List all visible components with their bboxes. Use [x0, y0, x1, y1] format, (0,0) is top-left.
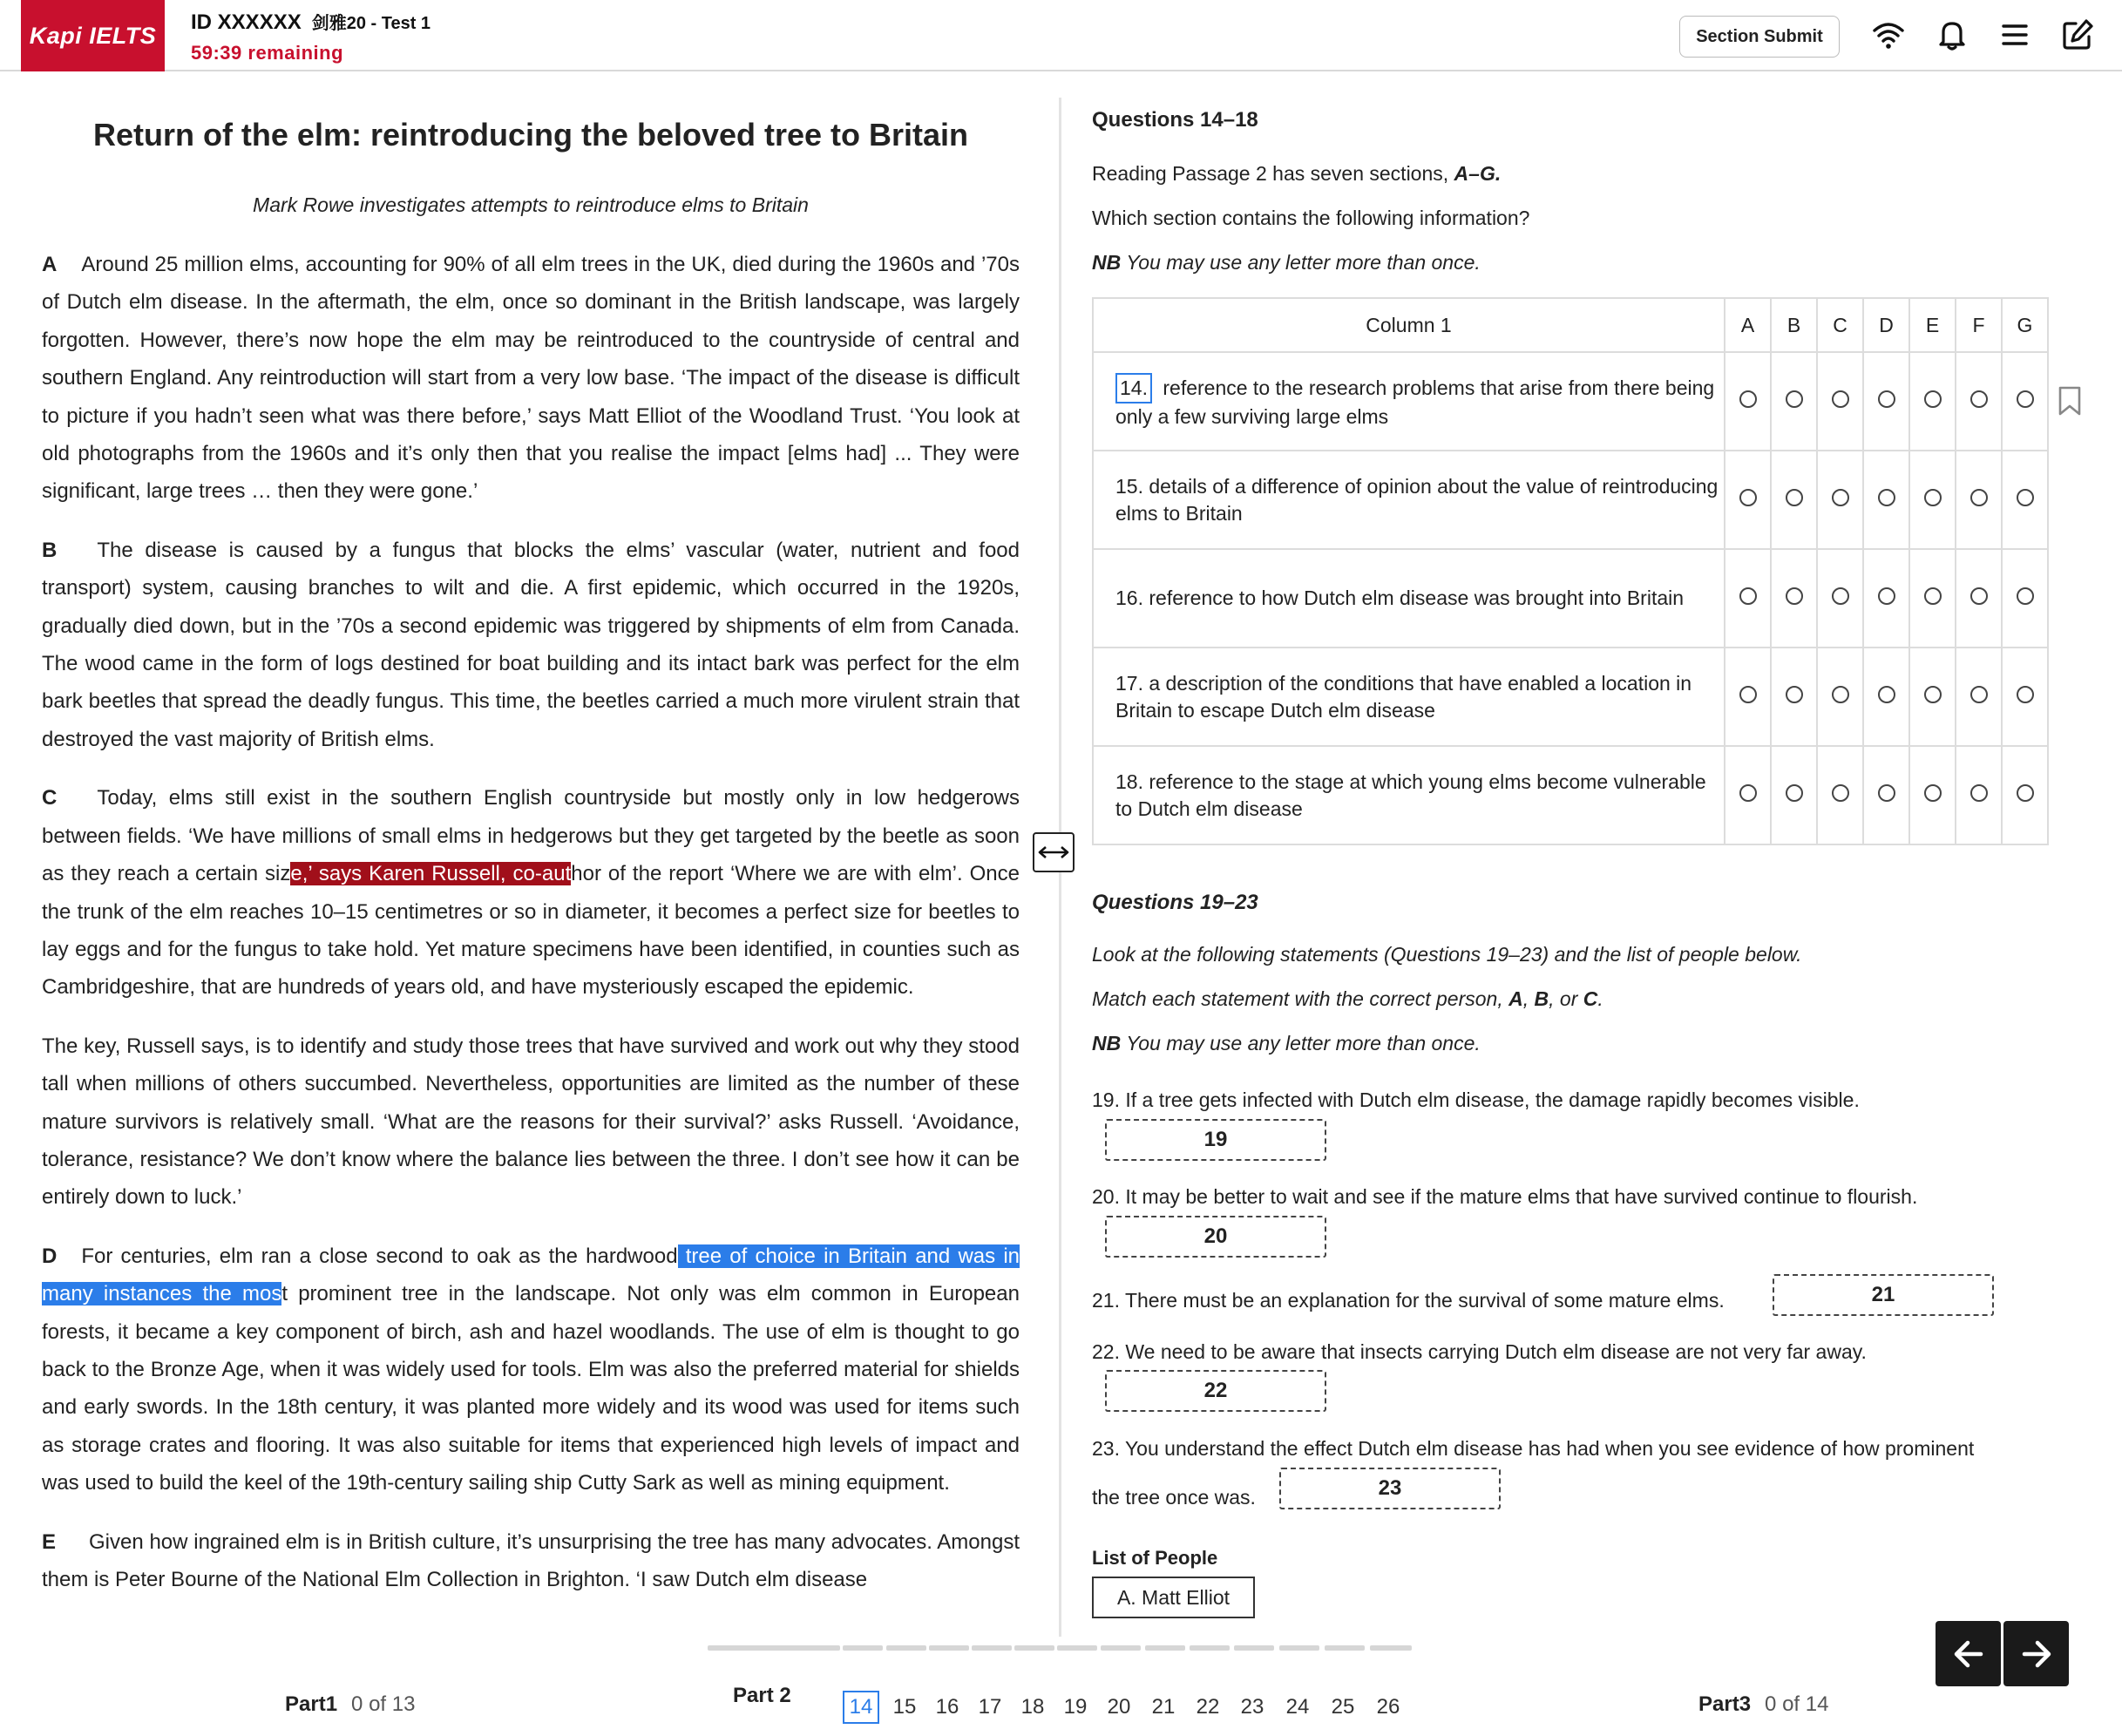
radio-button[interactable] [1970, 784, 1988, 802]
radio-cell[interactable] [1863, 746, 1909, 844]
radio-cell[interactable] [1817, 746, 1863, 844]
question-text: a description of the conditions that have enabled a location in Britain to escape Dutch elm disease [1115, 671, 1692, 722]
highlight-blue[interactable]: tree of choice in Britain and was in many instances the mos [42, 1244, 1020, 1306]
radio-button[interactable] [2017, 784, 2034, 802]
nb-note [1092, 1032, 1481, 1055]
radio-cell[interactable] [1956, 648, 2002, 746]
part-2-label[interactable] [733, 1684, 805, 1708]
statement-23-cont: the tree once was. [1092, 1486, 1256, 1509]
part-3-nav[interactable] [1698, 1692, 1828, 1717]
instruction-letter: C [1583, 987, 1598, 1010]
radio-cell[interactable] [1725, 746, 1771, 844]
question-link-23[interactable]: 23 [1240, 1695, 1264, 1719]
matching-table [1092, 297, 2049, 845]
radio-button[interactable] [1878, 390, 1895, 408]
question-number: 17. [1115, 671, 1143, 695]
question-number: 16. [1115, 587, 1143, 609]
statement-21: 21. There must be an explanation for the survival of some mature elms. [1092, 1289, 1725, 1312]
question-link-20[interactable]: 20 [1107, 1695, 1131, 1719]
radio-cell[interactable] [2002, 746, 2048, 844]
question-cell [1093, 549, 1725, 648]
passage-subtitle: Mark Rowe investigates attempts to reintroduce elms to Britain [253, 193, 809, 216]
instruction-text: Match each statement with the correct person, [1092, 987, 1509, 1010]
paragraph-text: Given how ingrained elm is in British culture, it’s unsurprising the tree has many advocates. Amongst them is Peter Bourne of the National Elm Collection in Brighton. ‘I saw Dutch elm disease [42, 1529, 1020, 1591]
question-text: reference to how Dutch elm disease was brought into Britain [1149, 587, 1685, 609]
column-1-header: Column 1 [1093, 298, 1725, 352]
radio-cell[interactable] [1863, 549, 1909, 648]
radio-cell[interactable] [2002, 549, 2048, 648]
nb-label: NB [1092, 1032, 1122, 1054]
question-cell [1093, 746, 1725, 844]
questions-19-23-heading: Questions 19–23 [1092, 891, 1258, 914]
statement-23: 23. You understand the effect Dutch elm disease has had when you see evidence of how prominent [1092, 1437, 1975, 1460]
question-link-14[interactable]: 14 [843, 1691, 879, 1724]
radio-button[interactable] [1878, 587, 1895, 605]
radio-button[interactable] [1786, 686, 1803, 703]
nb-label: NB [1092, 251, 1122, 274]
instruction-letter: A [1508, 987, 1523, 1010]
instruction-text: . [1597, 987, 1603, 1010]
question-link-19[interactable]: 19 [1063, 1695, 1088, 1719]
radio-cell[interactable] [1771, 352, 1817, 451]
radio-button[interactable] [1832, 784, 1849, 802]
question-text: reference to the stage at which young elms become vulnerable to Dutch elm disease [1115, 770, 1706, 820]
radio-button[interactable] [1739, 686, 1757, 703]
radio-cell[interactable] [1817, 451, 1863, 549]
instruction-text: , [1522, 987, 1535, 1010]
radio-button[interactable] [1878, 489, 1895, 506]
radio-button[interactable] [1832, 587, 1849, 605]
radio-cell[interactable] [1909, 549, 1956, 648]
question-number: 15. [1115, 474, 1143, 498]
progress-segment [1190, 1645, 1230, 1651]
time-remaining: 59:39 remaining [191, 42, 344, 64]
radio-button[interactable] [1970, 686, 1988, 703]
instruction-letter: B [1534, 987, 1549, 1010]
progress-segment [972, 1645, 1012, 1651]
paragraph-d [42, 1238, 1020, 1502]
progress-segment [1057, 1645, 1097, 1651]
instruction-text: Reading Passage 2 has seven sections, [1092, 162, 1454, 185]
questions-panel[interactable] [1092, 71, 2094, 1640]
radio-cell[interactable] [1725, 451, 1771, 549]
question-navigation-bar [0, 1640, 2122, 1736]
progress-segment [708, 1645, 840, 1651]
answer-box-21[interactable]: 21 [1773, 1274, 1994, 1316]
radio-button[interactable] [1924, 784, 1942, 802]
paragraph-letter: C [42, 786, 58, 810]
progress-segment [1145, 1645, 1185, 1651]
paragraph-letter: E [42, 1529, 57, 1554]
letter-header: C [1817, 298, 1863, 352]
radio-cell[interactable] [1725, 352, 1771, 451]
nb-text: You may use any letter more than once. [1121, 1032, 1481, 1054]
radio-cell[interactable] [2002, 648, 2048, 746]
wifi-icon[interactable] [1871, 17, 1906, 52]
radio-cell[interactable] [1725, 648, 1771, 746]
resize-handle-icon[interactable] [1033, 832, 1075, 872]
radio-button[interactable] [1924, 390, 1942, 408]
question-link-16[interactable]: 16 [935, 1695, 959, 1719]
question-cell [1093, 352, 1725, 451]
question-link-24[interactable]: 24 [1285, 1695, 1310, 1719]
nb-text: You may use any letter more than once. [1121, 251, 1481, 274]
candidate-info [191, 9, 431, 35]
radio-button[interactable] [1832, 390, 1849, 408]
paragraph-text: t prominent tree in the landscape. Not only was elm common in European forests, it became a key component of birch, ash and hazel woodlands. The use of elm is thought to go back to the Bronze Age, when it was widely used for tools. Elm was also the preferred material for shields and early swords. In the 18th century, it was planted more widely and its wood was used for items such as storage crates and flooring. It was also suitable for items that experienced high levels of impact and was used to build the keel of the 19th-century sailing ship Cutty Sark as well as mining equipment. [42, 1282, 1020, 1495]
question-link-21[interactable]: 21 [1151, 1695, 1176, 1719]
radio-cell[interactable] [1771, 648, 1817, 746]
statement-22: 22. We need to be aware that insects carrying Dutch elm disease are not very far away. [1092, 1340, 1867, 1363]
radio-button[interactable] [1924, 587, 1942, 605]
paragraph-text: For centuries, elm ran a close second to oak as the hardwood [81, 1244, 678, 1268]
radio-cell[interactable] [1817, 648, 1863, 746]
radio-button[interactable] [1970, 587, 1988, 605]
radio-cell[interactable] [1909, 648, 1956, 746]
list-of-people-label: List of People [1092, 1547, 1218, 1569]
radio-cell[interactable] [1771, 549, 1817, 648]
paragraph-text: Around 25 million elms, accounting for 90% of all elm trees in the UK, died during the 1960s and ’70s of Dutch elm disease. In the aftermath, the elm, once so dominant in the British landscape, was largely forgotten. However, there’s now hope the elm may be reintroduced to the countryside of central and southern England. Any reintroduction will start from a very low base. ‘The impact of the disease is difficult to picture if you hadn’t seen what was there before,’ says Matt Elliot of the Woodland Trust. ‘You look at old photographs from the 1960s and it’s only then that you realise the impact [elms had] ... They were significant, large trees … then they were gone.’ [42, 253, 1020, 504]
radio-cell[interactable] [1863, 451, 1909, 549]
radio-cell[interactable] [1817, 352, 1863, 451]
radio-button[interactable] [1739, 489, 1757, 506]
progress-segment [1234, 1645, 1274, 1651]
passage-title: Return of the elm: reintroducing the beloved tree to Britain [92, 117, 969, 153]
questions-14-18-heading: Questions 14–18 [1092, 108, 1258, 132]
table-row [1093, 648, 2048, 746]
instruction-match [1092, 987, 1603, 1011]
part-label: Part3 [1698, 1692, 1752, 1716]
radio-button[interactable] [1786, 489, 1803, 506]
radio-cell[interactable] [1817, 549, 1863, 648]
radio-cell[interactable] [1956, 746, 2002, 844]
question-link-25[interactable]: 25 [1331, 1695, 1355, 1719]
paragraph-letter: A [42, 253, 58, 276]
radio-cell[interactable] [2002, 451, 2048, 549]
radio-cell[interactable] [1725, 549, 1771, 648]
radio-cell[interactable] [1909, 451, 1956, 549]
section-submit-button[interactable]: Section Submit [1679, 16, 1840, 58]
progress-segment [886, 1645, 926, 1651]
paragraph-text: The disease is caused by a fungus that blocks the elms’ vascular (water, nutrient and food transport) system, causing branches to wilt and die. A first epidemic, which occurred in the 1920s, gradually died down, but in the ’70s a second epidemic was triggered by shipments of elm from Canada. The wood came in the form of logs destined for boat building and its intact bark was perfect for the elm bark beetles that spread the deadly fungus. This time, the beetles carried a much more virulent strain that destroyed the vast majority of British elms. [42, 538, 1020, 751]
question-cell [1093, 648, 1725, 746]
paragraph-b [42, 532, 1020, 758]
top-bar [0, 0, 2122, 71]
radio-button[interactable] [1739, 587, 1757, 605]
question-link-18[interactable]: 18 [1020, 1695, 1045, 1719]
radio-cell[interactable] [1863, 352, 1909, 451]
radio-cell[interactable] [1956, 352, 2002, 451]
passage-body [42, 246, 1020, 1619]
instruction-sections [1092, 162, 1501, 186]
bell-icon[interactable] [1935, 17, 1969, 52]
person-option[interactable]: A. Matt Elliot [1092, 1577, 1255, 1618]
part-label: Part 2 [733, 1684, 791, 1707]
statement-19: 19. If a tree gets infected with Dutch elm disease, the damage rapidly becomes visible. [1092, 1088, 1860, 1111]
letter-header: A [1725, 298, 1771, 352]
paragraph-c [42, 779, 1020, 1006]
progress-segment [843, 1645, 883, 1651]
paragraph-text: hor of the report ‘Where we are with elm’. Once the trunk of the elm reaches 10–15 centimetres or so in diameter, it becomes a perfect size for beetles to lay eggs and for the fungus to take hold. Yet mature specimens have been identified, in counties such as Cambridgeshire, that are hundreds of years old, and have mysteriously escaped the epidemic. [42, 862, 1020, 1000]
question-link-15[interactable]: 15 [892, 1695, 917, 1719]
part-count: 0 of 13 [351, 1692, 416, 1716]
question-link-26[interactable]: 26 [1376, 1695, 1400, 1719]
instruction-look: Look at the following statements (Questions 19–23) and the list of people below. [1092, 943, 1802, 966]
paragraph-e [42, 1523, 1020, 1599]
answer-box-22[interactable]: 22 [1105, 1370, 1326, 1412]
letter-header: G [2002, 298, 2048, 352]
app-logo: Kapi IELTS [21, 0, 165, 71]
question-text: reference to the research problems that arise from there being only a few surviving large elms [1115, 376, 1715, 428]
radio-button[interactable] [1924, 686, 1942, 703]
paragraph-letter: D [42, 1244, 58, 1268]
progress-segment [1101, 1645, 1141, 1651]
paragraph-letter: B [42, 538, 58, 562]
part-count: 0 of 14 [1765, 1692, 1829, 1716]
radio-cell[interactable] [1956, 549, 2002, 648]
paragraph-c-cont [42, 1027, 1020, 1217]
instruction-text: , or [1549, 987, 1583, 1010]
radio-cell[interactable] [2002, 352, 2048, 451]
letter-header: D [1863, 298, 1909, 352]
question-number-active: 14. [1115, 373, 1152, 403]
statement-20: 20. It may be better to wait and see if the mature elms that have survived continue to flourish. [1092, 1185, 1918, 1208]
radio-button[interactable] [1878, 784, 1895, 802]
answer-box-19[interactable]: 19 [1105, 1119, 1326, 1161]
letter-header: B [1771, 298, 1817, 352]
radio-button[interactable] [1924, 489, 1942, 506]
progress-segment [929, 1645, 969, 1651]
radio-button[interactable] [2017, 390, 2034, 408]
radio-cell[interactable] [1863, 648, 1909, 746]
bookmark-icon[interactable] [2055, 385, 2085, 417]
table-row [1093, 451, 2048, 549]
radio-cell[interactable] [1956, 451, 2002, 549]
radio-cell[interactable] [1771, 451, 1817, 549]
answer-box-20[interactable]: 20 [1105, 1216, 1326, 1258]
table-row [1093, 746, 2048, 844]
radio-cell[interactable] [1771, 746, 1817, 844]
radio-button[interactable] [1970, 489, 1988, 506]
progress-segment [1279, 1645, 1319, 1651]
test-name: 剑雅20 - Test 1 [311, 14, 431, 33]
table-header-row [1093, 298, 2048, 352]
letter-header: E [1909, 298, 1956, 352]
radio-button[interactable] [2017, 489, 2034, 506]
reading-passage[interactable] [42, 71, 1020, 1640]
nb-note [1092, 251, 1481, 275]
radio-button[interactable] [1832, 686, 1849, 703]
table-row [1093, 352, 2048, 451]
question-cell [1093, 451, 1725, 549]
question-link-22[interactable]: 22 [1196, 1695, 1220, 1719]
progress-segment [1014, 1645, 1054, 1651]
candidate-id: ID XXXXXX [191, 10, 302, 34]
progress-segment [1325, 1645, 1365, 1651]
radio-button[interactable] [1878, 686, 1895, 703]
edit-icon[interactable] [2060, 17, 2095, 52]
radio-button[interactable] [1739, 390, 1757, 408]
letter-header: F [1956, 298, 2002, 352]
radio-button[interactable] [1786, 587, 1803, 605]
highlight-red[interactable]: e,’ says Karen Russell, co-aut [290, 862, 572, 886]
part-1-nav[interactable] [285, 1692, 415, 1717]
table-row [1093, 549, 2048, 648]
radio-button[interactable] [1786, 390, 1803, 408]
radio-button[interactable] [1786, 784, 1803, 802]
part-label: Part1 [285, 1692, 338, 1716]
instruction-question: Which section contains the following information? [1092, 207, 1530, 229]
question-number: 18. [1115, 770, 1143, 793]
radio-button[interactable] [1832, 489, 1849, 506]
question-link-17[interactable]: 17 [978, 1695, 1002, 1719]
paragraph-text: Today, elms still exist in the southern English countryside but mostly only in low hedgerows between fields. ‘We have millions of small elms in hedgerows but they get targeted by the beetle as soon as they reach a certain siz [42, 786, 1020, 886]
radio-button[interactable] [1970, 390, 1988, 408]
paragraph-text: The key, Russell says, is to identify and study those trees that have survived and work out why they stood tall when millions of others succumbed. Nevertheless, opportunities are limited as the number of these mature survivors is relatively small. ‘What are the reasons for their survival?’ asks Russell. ‘Avoidance, tolerance, resistance? We don’t know where the balance lies between the three. I don’t see how it can be entirely down to luck.’ [42, 1034, 1020, 1210]
paragraph-a [42, 246, 1020, 511]
radio-button[interactable] [2017, 686, 2034, 703]
answer-box-23[interactable]: 23 [1279, 1468, 1501, 1509]
radio-button[interactable] [2017, 587, 2034, 605]
radio-button[interactable] [1739, 784, 1757, 802]
instruction-letters: A–G. [1454, 162, 1502, 185]
question-text: details of a difference of opinion about the value of reintroducing elms to Britain [1115, 474, 1719, 525]
radio-cell[interactable] [1909, 746, 1956, 844]
menu-icon[interactable] [1997, 17, 2032, 52]
radio-cell[interactable] [1909, 352, 1956, 451]
progress-segment [1370, 1645, 1412, 1651]
